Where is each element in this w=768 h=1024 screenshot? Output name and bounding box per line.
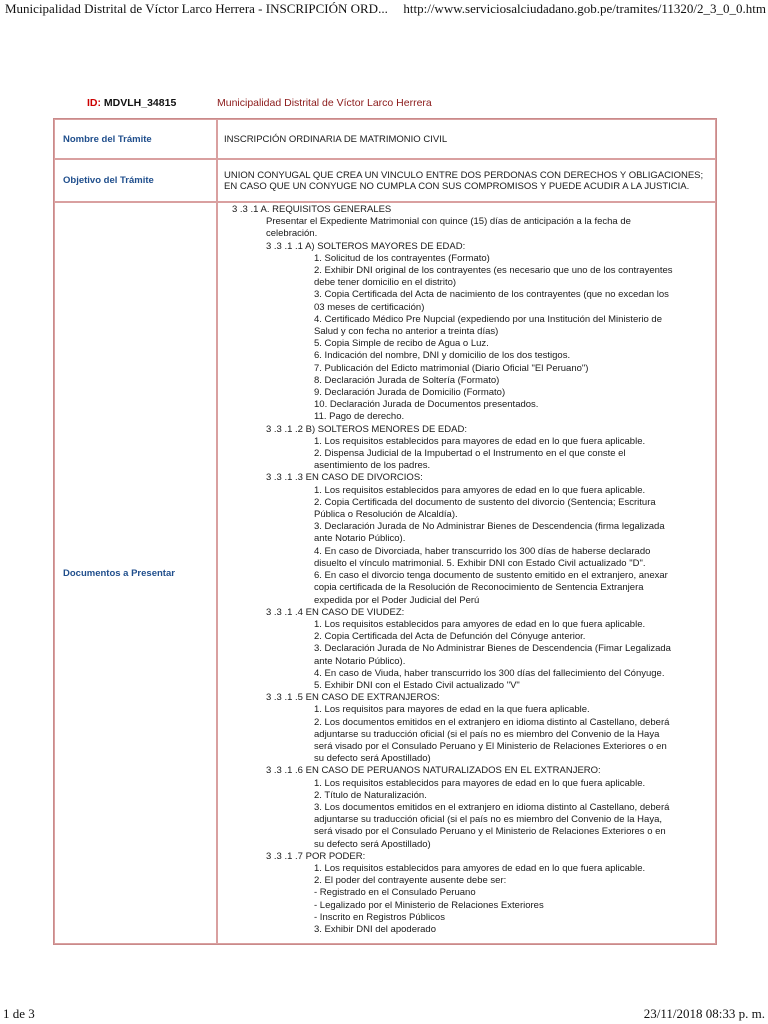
requirement-line: 5. Copia Simple de recibo de Agua o Luz. [314, 338, 489, 350]
requirement-line: 1. Solicitud de los contrayentes (Formato) [314, 252, 490, 264]
print-header-title: Municipalidad Distrital de Víctor Larco Herrera - INSCRIPCIÓN ORD... [5, 1, 388, 16]
requirement-line: 2. Copia Certificada del documento de sustento del divorcio (Sentencia; Escritura [314, 496, 656, 508]
value-objetivo: UNION CONYUGAL QUE CREA UN VINCULO ENTRE DOS PERDONAS CON DERECHOS Y OBLIGACIONES; EN CASO QUE UN CONYUGE NO CUMPLA CON SUS COMPROMISOS Y PUEDE ACUDIR A LA JUSTICIA. [217, 159, 716, 202]
requirement-line: 2. Los documentos emitidos en el extranjero en idioma distinto al Castellano, deberá [314, 716, 670, 728]
subsection-title: 3 .3 .1 .4 EN CASO DE VIUDEZ: [266, 606, 405, 618]
requirement-line: ante Notario Público). [314, 533, 406, 545]
print-header [0, 0, 768, 20]
record-id-line [0, 97, 768, 113]
requirement-line: 3. Exhibir DNI del apoderado [314, 923, 436, 935]
section-intro-line: Presentar el Expediente Matrimonial con quince (15) días de anticipación a la fecha de [266, 216, 631, 228]
print-footer [0, 1004, 768, 1024]
requirement-line: 8. Declaración Jurada de Soltería (Formato) [314, 374, 500, 386]
requirement-line: ante Notario Público). [314, 655, 406, 667]
print-header-url: http://www.serviciosalciudadano.gob.pe/tramites/11320/2_3_0_0.htm [403, 1, 766, 16]
requirement-line: asentimiento de los padres. [314, 460, 431, 472]
requirements-list [232, 241, 711, 937]
requirement-line: 2. Dispensa Judicial de la Impubertad o el Instrumento en el que conste el [314, 448, 626, 460]
requirement-line: 9. Declaración Jurada de Domicilio (Formato) [314, 387, 506, 399]
requirement-line: - Inscrito en Registros Públicos [314, 911, 445, 923]
requirement-line: 6. En caso el divorcio tenga documento de sustento emitido en el extranjero, anexar [314, 570, 668, 582]
subsection-title: 3 .3 .1 .1 A) SOLTEROS MAYORES DE EDAD: [266, 240, 466, 252]
requirement-line: 1. Los requisitos establecidos para mayores de edad en lo que fuera aplicable. [314, 777, 646, 789]
record-id [87, 97, 176, 109]
requirement-line: disuelto el vínculo matrimonial. 5. Exhibir DNI con Estado Civil actualizado "D". [314, 557, 646, 569]
requirement-line: 3. Declaración Jurada de No Administrar Bienes de Descendencia (firma legalizada [314, 521, 665, 533]
section-intro-line: celebración. [266, 228, 318, 240]
label-nombre: Nombre del Trámite [54, 119, 217, 159]
requirement-line: 2. Título de Naturalización. [314, 789, 427, 801]
requirement-line: 1. Los requisitos para mayores de edad en la que fuera aplicable. [314, 704, 590, 716]
procedure-table [53, 118, 717, 945]
subsection-title: 3 .3 .1 .3 EN CASO DE DIVORCIOS: [266, 472, 423, 484]
value-nombre: INSCRIPCIÓN ORDINARIA DE MATRIMONIO CIVIL [217, 119, 716, 159]
record-id-label: ID: [87, 97, 101, 109]
requirement-line: adjuntarse su traducción oficial (si el país no es miembro del Convenio de la Haya [314, 728, 660, 740]
requirement-line: - Legalizado por el Ministerio de Relaciones Exteriores [314, 899, 544, 911]
requirement-line: 5. Exhibir DNI con el Estado Civil actualizado "V" [314, 679, 520, 691]
requirement-line: 1. Los requisitos establecidos para amyores de edad en lo que fuera aplicable. [314, 484, 646, 496]
requirement-line: - Registrado en el Consulado Peruano [314, 887, 476, 899]
requirement-line: 7. Publicación del Edicto matrimonial (Diario Oficial "El Peruano") [314, 362, 589, 374]
requirement-line: 4. En caso de Divorciada, haber transcurrido los 300 días de haberse declarado [314, 545, 651, 557]
requirement-line: Salud y con fecha no anterior a treinta días) [314, 326, 499, 338]
record-id-value: MDVLH_34815 [103, 97, 177, 109]
requirement-line: 4. En caso de Viuda, haber transcurrido los 300 días del fallecimiento del Cónyuge. [314, 667, 665, 679]
requirement-line: 4. Certificado Médico Pre Nupcial (expediendo por una Institución del Ministerio de [314, 313, 662, 325]
row-objetivo [54, 159, 716, 202]
requirement-line: 1. Los requisitos establecidos para amyores de edad en lo que fuera aplicable. [314, 618, 646, 630]
requirement-line: expedida por el Poder Judicial del Perú [314, 594, 480, 606]
subsection-title: 3 .3 .1 .6 EN CASO DE PERUANOS NATURALIZADOS EN EL EXTRANJERO: [266, 765, 601, 777]
requirement-line: su defecto será Apostillado) [314, 753, 431, 765]
subsection-title: 3 .3 .1 .7 POR PODER: [266, 850, 366, 862]
requirement-line: Pública o Resolución de Alcaldía). [314, 509, 458, 521]
print-datetime: 23/11/2018 08:33 p. m. [643, 1006, 765, 1021]
requirement-line: 3. Copia Certificada del Acta de nacimiento de los contrayentes (que no excedan los [314, 289, 669, 301]
section-title: 3 .3 .1 A. REQUISITOS GENERALES [232, 204, 392, 215]
requirement-line: 10. Declaración Jurada de Documentos presentados. [314, 399, 539, 411]
requirement-line: 2. El poder del contrayente ausente debe ser: [314, 875, 507, 887]
row-nombre [54, 119, 716, 159]
requirement-line: su defecto será Apostillado) [314, 838, 431, 850]
requirement-line: 11. Pago de derecho. [314, 411, 405, 423]
requirement-line: 2. Copia Certificada del Acta de Defunción del Cónyuge anterior. [314, 631, 586, 643]
requirement-line: será visado por el Consulado Peruano y El Ministerio de Relaciones Exteriores o en [314, 740, 667, 752]
requirement-line: 03 meses de certificación) [314, 301, 425, 313]
requirement-line: 1. Los requisitos establecidos para amyores de edad en lo que fuera aplicable. [314, 862, 646, 874]
label-objetivo: Objetivo del Trámite [54, 159, 217, 202]
requirement-line: adjuntarse su traducción oficial (si el país no es miembro del Convenio de la Haya, [314, 814, 662, 826]
page-number: 1 de 3 [3, 1006, 35, 1021]
subsection-title: 3 .3 .1 .5 EN CASO DE EXTRANJEROS: [266, 692, 440, 704]
requirement-line: será visado por el Consulado Peruano y el Ministerio de Relaciones Exteriores o en [314, 826, 666, 838]
requirement-line: 6. Indicación del nombre, DNI y domicilio de los dos testigos. [314, 350, 571, 362]
requirement-line: 3. Declaración Jurada de No Administrar Bienes de Descendencia (Fimar Legalizada [314, 643, 671, 655]
requirement-line: copia certificada de la Resolución de Reconocimiento de Sentencia Extranjera [314, 582, 644, 594]
value-documentos [217, 202, 716, 944]
municipality-name: Municipalidad Distrital de Víctor Larco Herrera [217, 97, 432, 109]
subsection-title: 3 .3 .1 .2 B) SOLTEROS MENORES DE EDAD: [266, 423, 467, 435]
row-documentos [54, 202, 716, 944]
requirement-line: 2. Exhibir DNI original de los contrayentes (es necesario que uno de los contrayentes [314, 265, 673, 277]
label-documentos: Documentos a Presentar [54, 202, 217, 944]
requirement-line: 3. Los documentos emitidos en el extranjero en idioma distinto al Castellano, deberá [314, 801, 670, 813]
requirement-line: debe tener domicilio en el distrito) [314, 277, 457, 289]
requirement-line: 1. Los requisitos establecidos para mayores de edad en lo que fuera aplicable. [314, 435, 646, 447]
